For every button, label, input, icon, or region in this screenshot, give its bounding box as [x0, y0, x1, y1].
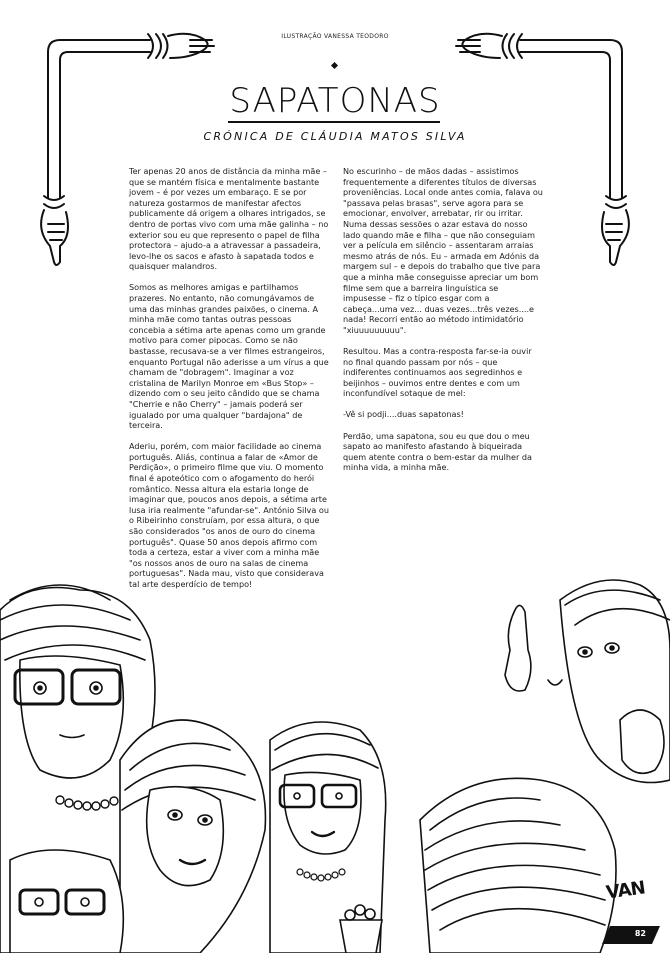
article-left-column — [129, 166, 329, 600]
paragraph: Somos as melhores amigas e partilhamos prazeres. No entanto, não comungávamos de uma das minhas grandes paixões, o cinema. A minha mãe como tantas outras pessoas concebia a sétima arte apenas como um grande motivo para comer pipocas. Como se não bastasse, recusava-se a ver filmes estrangeiros, enquanto Portugal não aderisse a um vírus a que chamam de "dobragem". Imaginar a voz cristalina de Marilyn Monroe em «Bus Stop» – dizendo com o seu jeito cândido que se chama "Cherrie e não Cherry" – jamais poderá ser igualado por uma qualquer "bardajona" de terceira. — [129, 282, 329, 431]
page-number: 82 — [634, 929, 646, 938]
women-crowd-illustration — [0, 580, 670, 953]
paragraph: Ter apenas 20 anos de distância da minha mãe – que se mantém física e mentalmente bastante jovem – é por vezes um embaraço. E se por natureza gostarmos de manifestar afectos publicamente dá origem a olhares intrigados, se dentro de portas vivo com uma mãe galinha – no exterior sou eu que represento o papel de filha protectora – ajudo-a a atravessar a passadeira, levo-lhe os sacos e afasto à sapatada todos e quaisquer malandros. — [129, 166, 329, 272]
artist-signature: VAN — [604, 877, 646, 904]
paragraph: No escurinho – de mãos dadas – assistimos frequentemente a diferentes títulos de diversas proveniências. Local onde antes comia, falava ou "passava pelas brasas", serve agora para se emocionar, envolver, arrebatar, rir ou irritar. Numa dessas sessões o azar estava do nosso lado quando mãe e filha – que não conseguiam ver a película em silêncio – assentaram arraias mesmo atrás de nós. Eu – armada em Adónis da margem sul – e depois do trabalho que tive para que a minha mãe conseguisse apreciar um bom filme sem que a barreira linguística se impusesse – fiz o típico esgar com a cabeça...uma vez... duas vezes...três vezes....e nada! Recorri então ao método intimidatório "xiuuuuuuuuu". — [343, 166, 543, 335]
article-right-column — [343, 166, 543, 483]
illustration-credit: ILUSTRAÇÃO VANESSA TEODORO — [281, 33, 389, 40]
title-underline — [228, 121, 440, 123]
article-title: SAPATONAS — [229, 81, 441, 121]
paragraph: -Vê si podji....duas sapatonas! — [343, 409, 464, 420]
paragraph: Aderiu, porém, com maior facilidade ao cinema português. Aliás, continua a falar de «Amor de Perdição», o primeiro filme que viu. O momento final é apoteótico com o afogamento do herói romântico. Nessa altura ela estaria longe de imaginar que, poucos anos depois, a sétima arte lusa iria realmente "afundar-se". António Silva ou o Ribeirinho construíam, por essa altura, o que são considerados "os anos de ouro do cinema português". Quase 50 anos depois afirmo com toda a certeza, estar a viver com a minha mãe "os nossos anos de ouro na salas de cinema portuguesas". Nada mau, visto que considerava tal arte desperdício de tempo! — [129, 441, 329, 589]
article-subtitle: CRÓNICA DE CLÁUDIA MATOS SILVA — [203, 130, 467, 143]
paragraph: Perdão, uma sapatona, sou eu que dou o meu sapato ao manifesto afastando à biqueirada quem atente contra o bem-estar da mulher da minha vida, a minha mãe. — [343, 430, 532, 473]
paragraph: Resultou. Mas a contra-resposta far-se-ia ouvir no final quando passam por nós – que indiferentes continuamos aos segredinhos e beijinhos – ouvimos entre dentes e com um inconfundível sotaque de mel: — [343, 346, 532, 399]
